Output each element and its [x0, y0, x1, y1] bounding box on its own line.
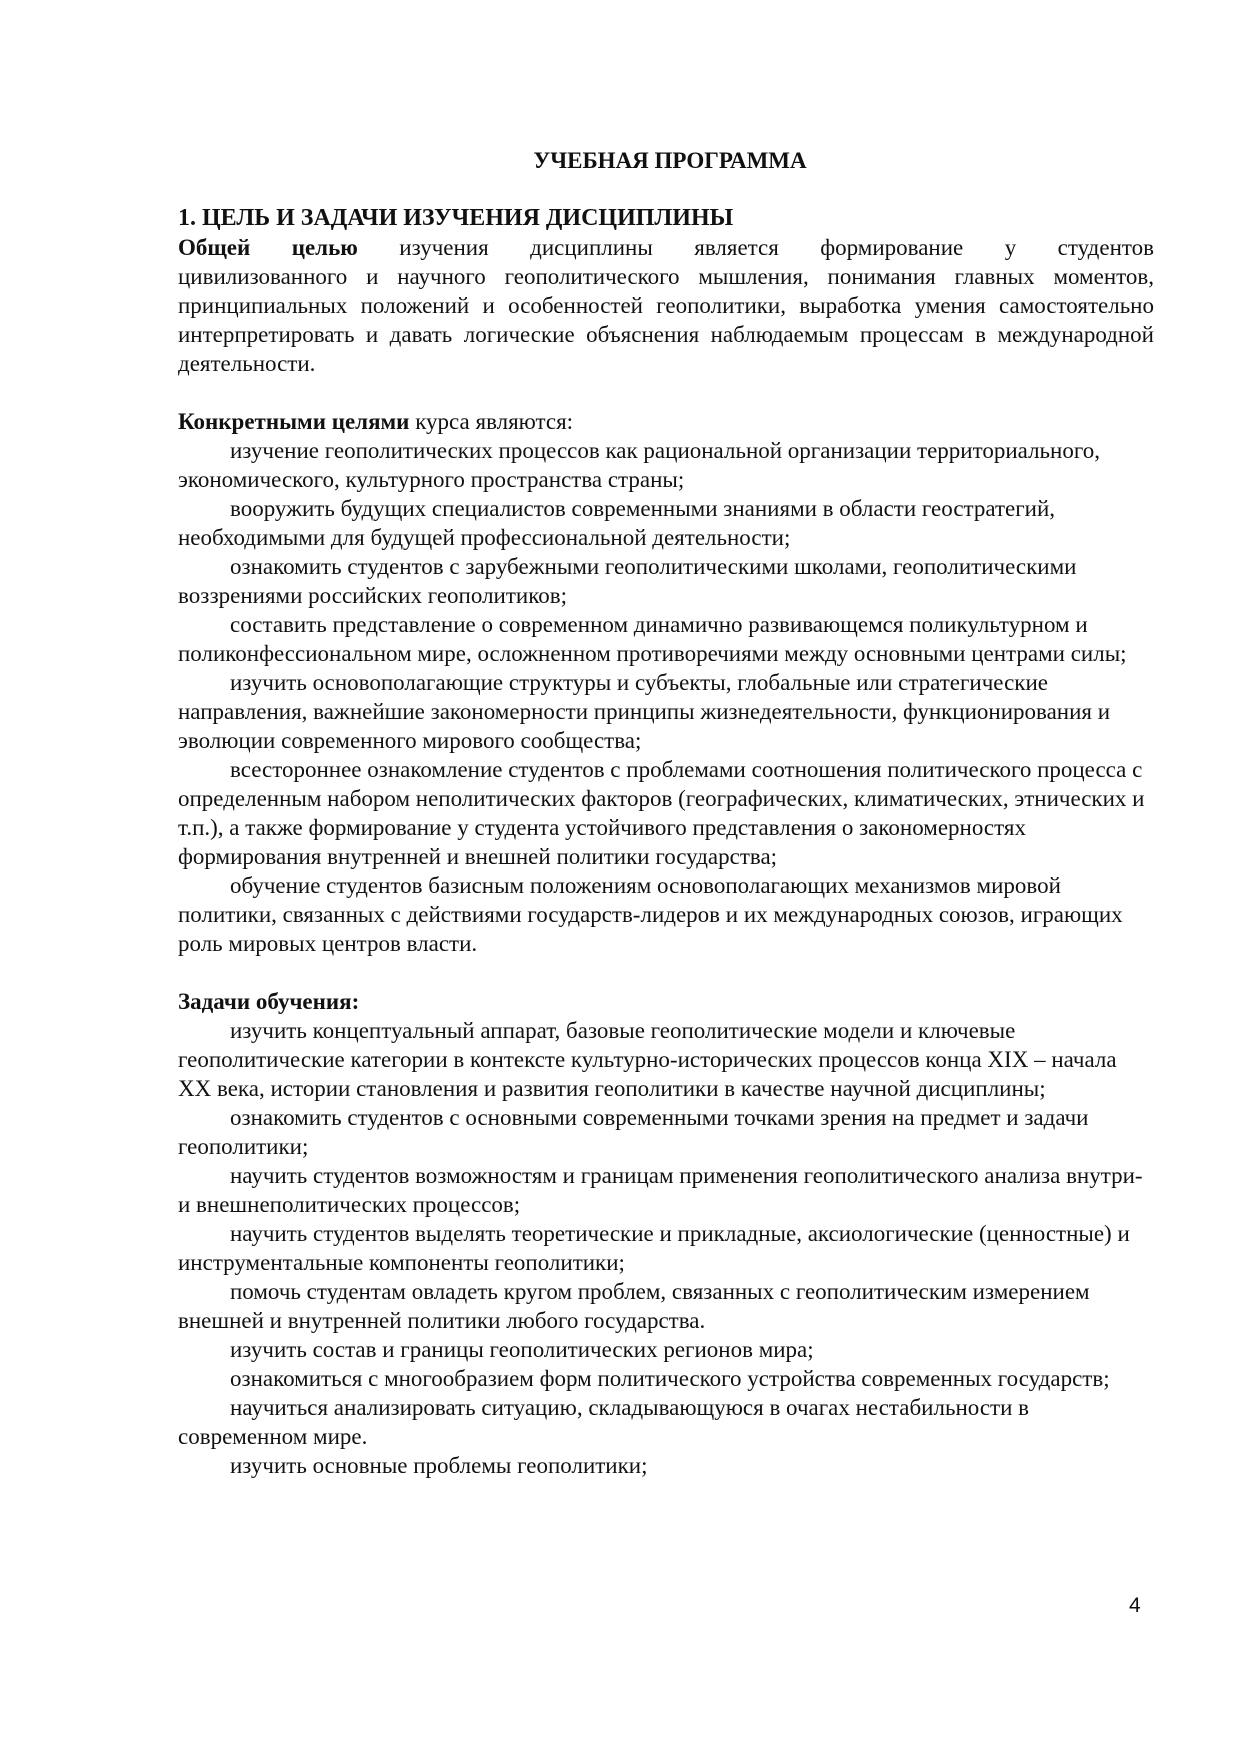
task-item: изучить концептуальный аппарат, базовые геополитические модели и ключевые геополитические категории в контексте культурно-исторических процессов конца XIX – начала XX века, истории становления и развития геополитики в качестве научной дисциплины; [178, 1018, 1117, 1101]
task-item: изучить основные проблемы геополитики; [230, 1453, 648, 1478]
goals-heading-text: курса являются: [409, 409, 574, 434]
page-number: 4 [1129, 1594, 1141, 1617]
intro-bold-lead: Общей целью [178, 235, 358, 260]
task-item: изучить состав и границы геополитических регионов мира; [230, 1337, 814, 1362]
intro-first-line-text: изучения дисциплины является формирование у студентов [357, 235, 1154, 260]
goal-item: вооружить будущих специалистов современными знаниями в области геостратегий, необходимыми для будущей профессиональной деятельности; [178, 496, 1056, 550]
spacer [178, 378, 1154, 407]
goals-heading [178, 407, 1154, 436]
intro-paragraph: цивилизованного и научного геополитического мышления, понимания главных моментов, принципиальных положений и особенностей геополитики, выработка умения самостоятельно интерпретировать и давать логические объяснения наблюдаемым процессам в международной деятельности. [178, 264, 1154, 376]
task-item: ознакомиться с многообразием форм политического устройства современных государств; [230, 1366, 1110, 1391]
spacer [178, 958, 1154, 987]
document-title: УЧЕБНАЯ ПРОГРАММА [533, 148, 807, 173]
tasks-list [178, 1016, 1154, 1480]
task-item: помочь студентам овладеть кругом проблем, связанных с геополитическим измерением внешней и внутренней политики любого государства. [178, 1279, 1090, 1333]
goal-item: ознакомить студентов с зарубежными геополитическими школами, геополитическими воззрениями российских геополитиков; [178, 554, 1077, 608]
goals-list [178, 436, 1154, 958]
task-item: научить студентов возможностям и границам применения геополитического анализа внутри- и внешнеполитических процессов; [178, 1163, 1143, 1217]
task-item: научиться анализировать ситуацию, складывающуюся в очагах нестабильности в современном мире. [178, 1395, 1030, 1449]
goal-item: изучение геополитических процессов как рациональной организации территориального, экономического, культурного пространства страны; [178, 438, 1100, 492]
tasks-heading: Задачи обучения: [178, 989, 360, 1014]
goals-heading-bold: Конкретными целями [178, 409, 410, 434]
goal-item: изучить основополагающие структуры и субъекты, глобальные или стратегические направления, важнейшие закономерности принципы жизнедеятельности, функционирования и эволюции современного мирового сообщества; [178, 670, 1111, 753]
task-item: научить студентов выделять теоретические и прикладные, аксиологические (ценностные) и инструментальные компоненты геополитики; [178, 1221, 1130, 1275]
goal-item: обучение студентов базисным положениям основополагающих механизмов мировой политики, связанных с действиями государств-лидеров и их международных союзов, играющих роль мировых центров власти. [178, 873, 1123, 956]
task-item: ознакомить студентов с основными современными точками зрения на предмет и задачи геополитики; [178, 1105, 1089, 1159]
intro-first-line [178, 233, 1154, 262]
goal-item: составить представление о современном динамично развивающемся поликультурном и поликонфессиональном мире, осложненном противоречиями между основными центрами силы; [178, 612, 1127, 666]
goal-item: всестороннее ознакомление студентов с проблемами соотношения политического процесса с определенным набором неполитических факторов (географических, климатических, этнических и т.п.), а также формирование у студента устойчивого представления о закономерностях формирования внутренней и внешней политики государства; [178, 757, 1145, 869]
section-heading: 1. ЦЕЛЬ И ЗАДАЧИ ИЗУЧЕНИЯ ДИСЦИПЛИНЫ [178, 205, 734, 231]
document-body [178, 146, 1154, 1480]
